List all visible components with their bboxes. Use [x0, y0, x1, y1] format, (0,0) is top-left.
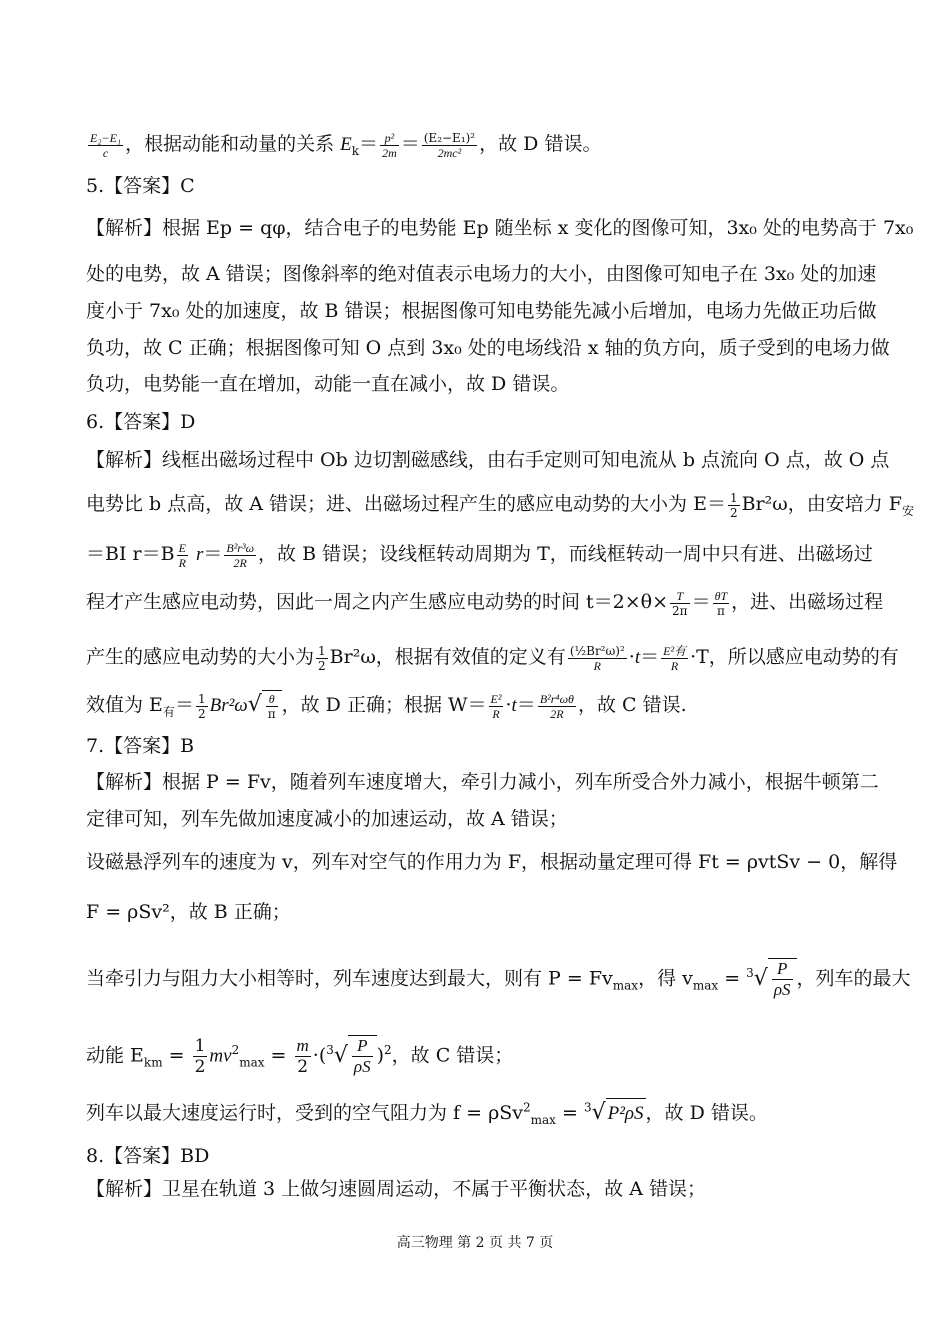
- q6-line-5: 产生的感应电动势的大小为 $\frac{1}{2}$ Br²ω，根据有效值的定义有 $\frac{\text{(½Br²ω)²}}{R}$ ·t＝ $\frac{\text{E²有}}{R}$ ·T，所以感应电动势的有: [86, 643, 899, 673]
- q8-line-1: 【解析】卫星在轨道 3 上做匀速圆周运动，不属于平衡状态，故 A 错误；: [86, 1178, 706, 1200]
- q4-text-end: ，故 D 错误。: [479, 133, 602, 155]
- q7-line-1: 【解析】根据 P = Fv，随着列车速度增大，牵引力减小，列车所受合外力减小，根据牛顿第二: [86, 771, 879, 793]
- q5-line-3: 度小于 7x₀ 处的加速度，故 B 错误；根据图像可知电势能先减小后增加，电场力先做正功后做: [86, 300, 877, 322]
- q7-line-7: 列车以最大速度运行时，受到的空气阻力为 f = ρSv$^2_{max}$ = $^3$√ P²ρS ，故 D 错误。: [86, 1100, 768, 1127]
- q4-text: ，根据动能和动量的关系: [125, 133, 341, 155]
- q5-line-1: 【解析】根据 Ep = qφ，结合电子的电势能 Ep 随坐标 x 变化的图像可知，3x₀ 处的电势高于 7x₀: [86, 217, 914, 239]
- q7-line-4: F = ρSv²，故 B 正确；: [86, 901, 291, 923]
- q6-line-4: 程才产生感应电动势，因此一周之内产生感应电动势的时间 t＝2×θ× $\frac{T}{2\pi}$ ＝ $\frac{\theta T}{\pi}$ ，进、出磁场过程: [86, 588, 884, 618]
- q6-line-3: ＝BI r＝B $\frac{E}{R}$ r＝ $\frac{\text{B²r³ω}}{2R}$ ，故 B 错误；设线框转动周期为 T，而线框转动一周中只有进、出磁场过: [86, 540, 873, 570]
- q6-line-1: 【解析】线框出磁场过程中 Ob 边切割磁感线，由右手定则可知电流从 b 点流向 O 点，故 O 点: [86, 449, 890, 471]
- q7-line-3: 设磁悬浮列车的速度为 v，列车对空气的作用力为 F，根据动量定理可得 Ft = ρvtSv − 0，解得: [86, 851, 898, 873]
- page-footer: 高三物理 第 2 页 共 7 页: [396, 1235, 554, 1251]
- q6-line-2: 电势比 b 点高，故 A 错误；进、出磁场过程产生的感应电动势的大小为 E＝ $\frac{1}{2}$ Br²ω，由安培力 $F_安$: [86, 490, 914, 520]
- q6-line-6: 效值为 $E_有=$ $\frac{1}{2}$ Br²ω√ $\frac{\theta}{\pi}$ ，故 D 正确；根据 W＝ $\frac{\text{E²}}{R}$ ·t＝ $\frac{\text{B²r⁴ωθ}}{2R}$ ，故 C 错误.: [86, 691, 687, 721]
- q5-line-2: 处的电势，故 A 错误；图像斜率的绝对值表示电场力的大小，由图像可知电子在 3x₀ 处的加速: [86, 263, 877, 285]
- fraction: $\frac{\text{E₂−E₁}}{c}$: [90, 130, 122, 160]
- q7-line-6: 动能 $E_{km}$ = $\frac{1}{2}$ $mv^2_{max}$ = $\frac{m}{2}$ ·($^3$√ $\frac{P}{\rho S}$ )$^2$，故 C 错误；: [86, 1036, 514, 1077]
- q5-line-4: 负功，故 C 正确；根据图像可知 O 点到 3x₀ 处的电场线沿 x 轴的负方向，质子受到的电场力做: [86, 337, 890, 359]
- q7-heading: 7.【答案】B: [86, 735, 195, 757]
- q5-heading: 5.【答案】C: [86, 175, 195, 197]
- q7-line-2: 定律可知，列车先做加速度减小的加速运动，故 A 错误；: [86, 808, 568, 830]
- q6-heading: 6.【答案】D: [86, 411, 196, 433]
- q4-tail-line: $\frac{\text{E₂−E₁}}{c}$ ，根据动能和动量的关系 $E_k=$ $\frac{\text{p²}}{2m}$ ＝ $\frac{\text{(E₂−E₁)²}}{\text{2mc²}}$ ，故 D 错误。: [90, 130, 602, 160]
- q7-line-5: 当牵引力与阻力大小相等时，列车速度达到最大，则有 $P = Fv_{max}$，得 $v_{max} = ^3√$ $\frac{P}{\rho S}$ ，列车的最大: [86, 959, 911, 999]
- q5-line-5: 负功，电势能一直在增加，动能一直在减小，故 D 错误。: [86, 373, 570, 395]
- q8-heading: 8.【答案】BD: [86, 1145, 210, 1167]
